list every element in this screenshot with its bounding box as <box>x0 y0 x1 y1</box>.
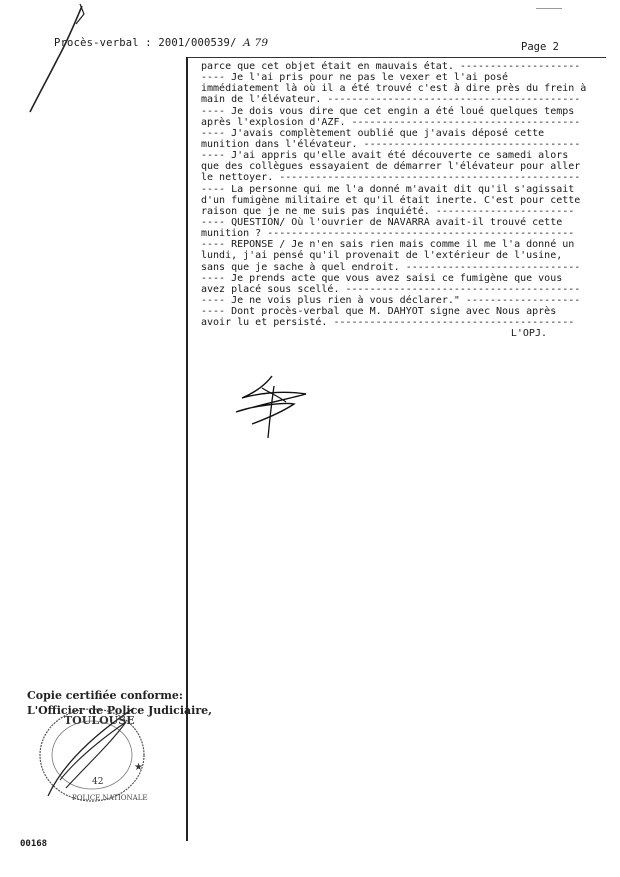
statement-line: sans que je sache à quel endroit. ----------------------------- <box>201 261 581 273</box>
statement-line: ---- Je l'ai pris pour ne pas le vexer et l'ai posé <box>201 72 509 84</box>
seal-ring-bottom-text: POLICE NATIONALE <box>72 794 148 802</box>
statement-line: d'un fumigène militaire et qu'il était inerte. C'est pour cette <box>201 194 581 206</box>
seal-star-icon: ★ <box>134 762 143 773</box>
stamp-certified-line: Copie certifiée conforme: <box>27 689 183 702</box>
seal-ring-top-text: TOULOUSE <box>64 714 135 727</box>
document-footer-code: 00168 <box>20 839 48 849</box>
statement-line: ---- J'avais complètement oublié que j'avais déposé cette <box>201 127 545 139</box>
seal-number: 42 <box>92 777 104 787</box>
statement-line: avez placé sous scellé. --------------------------------------- <box>201 283 581 295</box>
statement-line: immédiatement là où il a été trouvé c'est à dire près du frein à <box>201 83 587 95</box>
statement-line: avoir lu et persisté. ---------------------------------------- <box>201 317 575 329</box>
statement-line: le nettoyer. -------------------------------------------------- <box>201 172 581 184</box>
statement-line: ---- Je ne vois plus rien à vous déclarer." ------------------- <box>201 294 581 306</box>
handwritten-ref: A 79 <box>243 37 269 49</box>
page-number: Page 2 <box>521 41 559 53</box>
statement-line: ---- REPONSE / Je n'en sais rien mais comme il me l'a donné un <box>201 239 575 251</box>
statement-line: munition ? --------------------------------------------------- <box>201 228 575 240</box>
statement-line: ---- J'ai appris qu'elle avait été découverte ce samedi alors <box>201 150 569 162</box>
statement-line: munition dans l'élévateur. ------------------------------------ <box>201 138 581 150</box>
header-title: Procès-verbal : 2001/000539/ <box>54 37 237 49</box>
margin-rule <box>186 57 188 841</box>
header-reference <box>54 37 268 49</box>
statement-line: main de l'élévateur. ------------------------------------------ <box>201 94 581 106</box>
stamp-officer-line: L'Officier de Police Judiciaire, <box>27 704 212 717</box>
statement-line: que des collègues essayaient de démarrer l'élévateur pour aller <box>201 161 581 173</box>
statement-line: parce que cet objet était en mauvais état. -------------------- <box>201 61 581 72</box>
statement-line: ---- Dont procès-verbal que M. DAHYOT signe avec Nous après <box>201 306 557 318</box>
statement-line: ---- La personne qui me l'a donné m'avait dit qu'il s'agissait <box>201 183 575 195</box>
statement-body <box>201 61 613 340</box>
margin-pen-stroke <box>10 0 90 120</box>
statement-line: raison que je ne me suis pas inquiété. ----------------------- <box>201 205 575 217</box>
top-corner-dash <box>536 8 562 9</box>
statement-line: lundi, j'ai pensé qu'il provenait de l'extérieur de l'usine, <box>201 250 563 262</box>
statement-line: ---- QUESTION/ Où l'ouvrier de NAVARRA avait-il trouvé cette <box>201 216 563 228</box>
statement-line: après l'explosion d'AZF. -------------------------------------- <box>201 116 581 128</box>
statement-line: ---- Je prends acte que vous avez saisi ce fumigène que vous <box>201 272 563 284</box>
signature <box>222 372 312 442</box>
police-seal-stamp <box>30 700 160 810</box>
header-rule <box>186 57 606 58</box>
statement-line: ---- Je dois vous dire que cet engin a été loué quelques temps <box>201 105 575 117</box>
signoff-opj: L'OPJ. <box>510 328 547 340</box>
